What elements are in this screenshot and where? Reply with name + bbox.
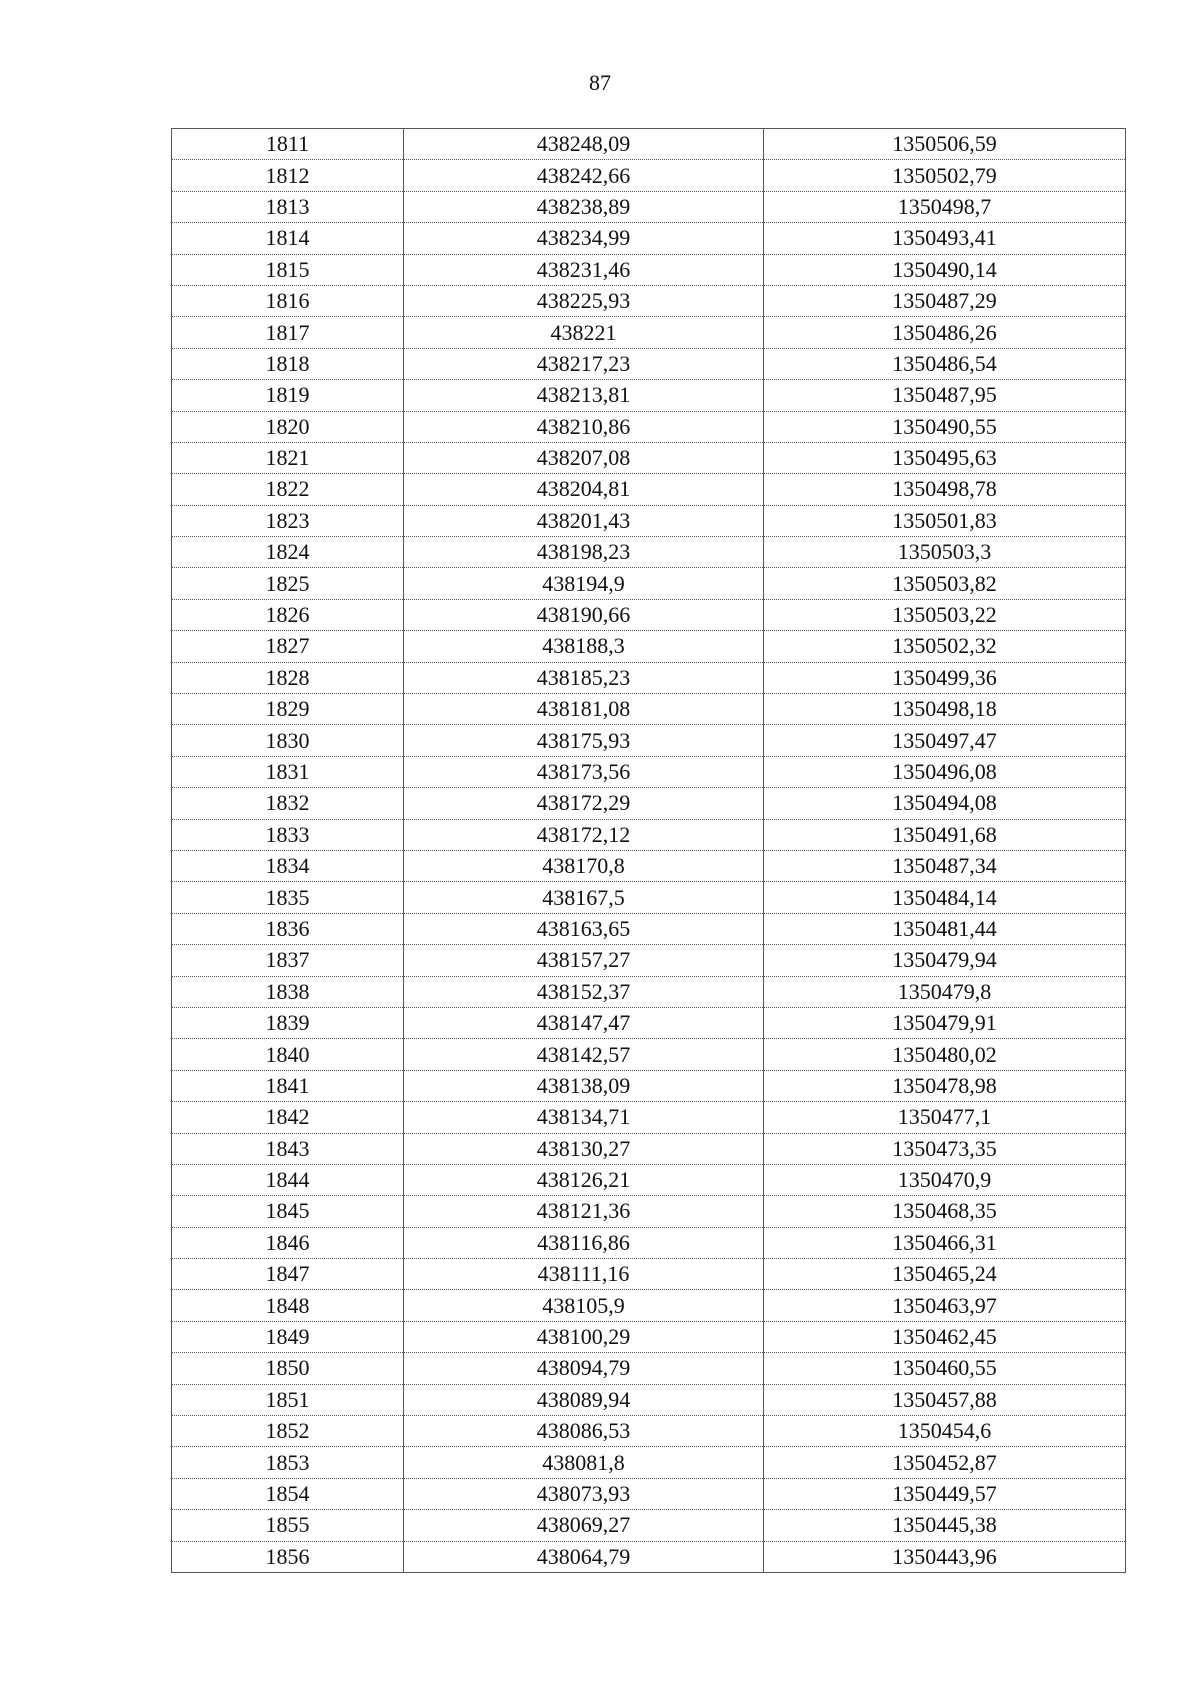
point-number-cell: 1846 xyxy=(172,1227,404,1258)
x-coordinate-cell: 438134,71 xyxy=(404,1102,764,1133)
y-coordinate-cell: 1350503,22 xyxy=(764,599,1126,630)
y-coordinate-cell: 1350487,29 xyxy=(764,285,1126,316)
point-number-cell: 1816 xyxy=(172,285,404,316)
point-number-cell: 1842 xyxy=(172,1102,404,1133)
x-coordinate-cell: 438064,79 xyxy=(404,1541,764,1572)
point-number-cell: 1839 xyxy=(172,1007,404,1038)
point-number-cell: 1835 xyxy=(172,882,404,913)
x-coordinate-cell: 438194,9 xyxy=(404,568,764,599)
y-coordinate-cell: 1350479,94 xyxy=(764,945,1126,976)
y-coordinate-cell: 1350443,96 xyxy=(764,1541,1126,1572)
table-row xyxy=(172,1478,1126,1509)
y-coordinate-cell: 1350468,35 xyxy=(764,1196,1126,1227)
table-row xyxy=(172,129,1126,160)
page-number: 87 xyxy=(589,70,611,95)
point-number-cell: 1845 xyxy=(172,1196,404,1227)
y-coordinate-cell: 1350496,08 xyxy=(764,756,1126,787)
point-number-cell: 1821 xyxy=(172,442,404,473)
x-coordinate-cell: 438121,36 xyxy=(404,1196,764,1227)
y-coordinate-cell: 1350486,26 xyxy=(764,317,1126,348)
table-row xyxy=(172,1196,1126,1227)
x-coordinate-cell: 438185,23 xyxy=(404,662,764,693)
x-coordinate-cell: 438217,23 xyxy=(404,348,764,379)
table-row xyxy=(172,348,1126,379)
point-number-cell: 1828 xyxy=(172,662,404,693)
point-number-cell: 1836 xyxy=(172,913,404,944)
y-coordinate-cell: 1350490,14 xyxy=(764,254,1126,285)
table-row xyxy=(172,1133,1126,1164)
x-coordinate-cell: 438094,79 xyxy=(404,1353,764,1384)
y-coordinate-cell: 1350473,35 xyxy=(764,1133,1126,1164)
x-coordinate-cell: 438248,09 xyxy=(404,129,764,160)
point-number-cell: 1856 xyxy=(172,1541,404,1572)
point-number-cell: 1849 xyxy=(172,1321,404,1352)
x-coordinate-cell: 438157,27 xyxy=(404,945,764,976)
point-number-cell: 1813 xyxy=(172,191,404,222)
x-coordinate-cell: 438172,29 xyxy=(404,788,764,819)
y-coordinate-cell: 1350493,41 xyxy=(764,223,1126,254)
x-coordinate-cell: 438234,99 xyxy=(404,223,764,254)
table-row xyxy=(172,1510,1126,1541)
x-coordinate-cell: 438231,46 xyxy=(404,254,764,285)
x-coordinate-cell: 438170,8 xyxy=(404,850,764,881)
point-number-cell: 1820 xyxy=(172,411,404,442)
table-row xyxy=(172,819,1126,850)
table-row xyxy=(172,1290,1126,1321)
table-row xyxy=(172,223,1126,254)
x-coordinate-cell: 438242,66 xyxy=(404,160,764,191)
point-number-cell: 1827 xyxy=(172,631,404,662)
table-row xyxy=(172,976,1126,1007)
x-coordinate-cell: 438126,21 xyxy=(404,1164,764,1195)
table-row xyxy=(172,725,1126,756)
point-number-cell: 1837 xyxy=(172,945,404,976)
table-row xyxy=(172,1039,1126,1070)
table-row xyxy=(172,474,1126,505)
table-row xyxy=(172,788,1126,819)
table-row xyxy=(172,568,1126,599)
y-coordinate-cell: 1350484,14 xyxy=(764,882,1126,913)
y-coordinate-cell: 1350490,55 xyxy=(764,411,1126,442)
x-coordinate-cell: 438175,93 xyxy=(404,725,764,756)
x-coordinate-cell: 438111,16 xyxy=(404,1259,764,1290)
y-coordinate-cell: 1350480,02 xyxy=(764,1039,1126,1070)
table-row xyxy=(172,285,1126,316)
point-number-cell: 1830 xyxy=(172,725,404,756)
table-row xyxy=(172,1447,1126,1478)
point-number-cell: 1817 xyxy=(172,317,404,348)
y-coordinate-cell: 1350501,83 xyxy=(764,505,1126,536)
table-row xyxy=(172,1007,1126,1038)
point-number-cell: 1824 xyxy=(172,537,404,568)
table-row xyxy=(172,1384,1126,1415)
table-row xyxy=(172,1102,1126,1133)
point-number-cell: 1850 xyxy=(172,1353,404,1384)
y-coordinate-cell: 1350503,82 xyxy=(764,568,1126,599)
table-row xyxy=(172,631,1126,662)
point-number-cell: 1840 xyxy=(172,1039,404,1070)
point-number-cell: 1833 xyxy=(172,819,404,850)
y-coordinate-cell: 1350502,79 xyxy=(764,160,1126,191)
table-row xyxy=(172,756,1126,787)
y-coordinate-cell: 1350479,91 xyxy=(764,1007,1126,1038)
y-coordinate-cell: 1350481,44 xyxy=(764,913,1126,944)
point-number-cell: 1814 xyxy=(172,223,404,254)
table-row xyxy=(172,882,1126,913)
coordinates-table-body xyxy=(172,129,1126,1573)
x-coordinate-cell: 438207,08 xyxy=(404,442,764,473)
point-number-cell: 1812 xyxy=(172,160,404,191)
x-coordinate-cell: 438210,86 xyxy=(404,411,764,442)
point-number-cell: 1852 xyxy=(172,1416,404,1447)
y-coordinate-cell: 1350502,32 xyxy=(764,631,1126,662)
point-number-cell: 1847 xyxy=(172,1259,404,1290)
table-row xyxy=(172,1227,1126,1258)
point-number-cell: 1818 xyxy=(172,348,404,379)
x-coordinate-cell: 438100,29 xyxy=(404,1321,764,1352)
point-number-cell: 1848 xyxy=(172,1290,404,1321)
x-coordinate-cell: 438073,93 xyxy=(404,1478,764,1509)
y-coordinate-cell: 1350465,24 xyxy=(764,1259,1126,1290)
table-row xyxy=(172,662,1126,693)
y-coordinate-cell: 1350499,36 xyxy=(764,662,1126,693)
y-coordinate-cell: 1350487,95 xyxy=(764,380,1126,411)
point-number-cell: 1819 xyxy=(172,380,404,411)
y-coordinate-cell: 1350503,3 xyxy=(764,537,1126,568)
y-coordinate-cell: 1350486,54 xyxy=(764,348,1126,379)
point-number-cell: 1815 xyxy=(172,254,404,285)
x-coordinate-cell: 438116,86 xyxy=(404,1227,764,1258)
table-row xyxy=(172,850,1126,881)
point-number-cell: 1843 xyxy=(172,1133,404,1164)
table-row xyxy=(172,411,1126,442)
table-row xyxy=(172,254,1126,285)
x-coordinate-cell: 438081,8 xyxy=(404,1447,764,1478)
point-number-cell: 1854 xyxy=(172,1478,404,1509)
y-coordinate-cell: 1350457,88 xyxy=(764,1384,1126,1415)
y-coordinate-cell: 1350449,57 xyxy=(764,1478,1126,1509)
table-row xyxy=(172,1321,1126,1352)
y-coordinate-cell: 1350497,47 xyxy=(764,725,1126,756)
y-coordinate-cell: 1350466,31 xyxy=(764,1227,1126,1258)
y-coordinate-cell: 1350491,68 xyxy=(764,819,1126,850)
y-coordinate-cell: 1350463,97 xyxy=(764,1290,1126,1321)
x-coordinate-cell: 438163,65 xyxy=(404,913,764,944)
x-coordinate-cell: 438152,37 xyxy=(404,976,764,1007)
point-number-cell: 1838 xyxy=(172,976,404,1007)
x-coordinate-cell: 438213,81 xyxy=(404,380,764,411)
point-number-cell: 1855 xyxy=(172,1510,404,1541)
point-number-cell: 1823 xyxy=(172,505,404,536)
table-row xyxy=(172,1259,1126,1290)
x-coordinate-cell: 438188,3 xyxy=(404,631,764,662)
y-coordinate-cell: 1350506,59 xyxy=(764,129,1126,160)
y-coordinate-cell: 1350479,8 xyxy=(764,976,1126,1007)
point-number-cell: 1811 xyxy=(172,129,404,160)
x-coordinate-cell: 438172,12 xyxy=(404,819,764,850)
x-coordinate-cell: 438173,56 xyxy=(404,756,764,787)
table-row xyxy=(172,442,1126,473)
x-coordinate-cell: 438167,5 xyxy=(404,882,764,913)
table-row xyxy=(172,1353,1126,1384)
x-coordinate-cell: 438130,27 xyxy=(404,1133,764,1164)
point-number-cell: 1841 xyxy=(172,1070,404,1101)
table-row xyxy=(172,160,1126,191)
y-coordinate-cell: 1350452,87 xyxy=(764,1447,1126,1478)
y-coordinate-cell: 1350460,55 xyxy=(764,1353,1126,1384)
point-number-cell: 1853 xyxy=(172,1447,404,1478)
table-row xyxy=(172,945,1126,976)
x-coordinate-cell: 438089,94 xyxy=(404,1384,764,1415)
y-coordinate-cell: 1350498,7 xyxy=(764,191,1126,222)
x-coordinate-cell: 438069,27 xyxy=(404,1510,764,1541)
y-coordinate-cell: 1350462,45 xyxy=(764,1321,1126,1352)
point-number-cell: 1832 xyxy=(172,788,404,819)
table-row xyxy=(172,505,1126,536)
point-number-cell: 1822 xyxy=(172,474,404,505)
y-coordinate-cell: 1350470,9 xyxy=(764,1164,1126,1195)
x-coordinate-cell: 438198,23 xyxy=(404,537,764,568)
y-coordinate-cell: 1350494,08 xyxy=(764,788,1126,819)
table-row xyxy=(172,1164,1126,1195)
point-number-cell: 1851 xyxy=(172,1384,404,1415)
y-coordinate-cell: 1350487,34 xyxy=(764,850,1126,881)
x-coordinate-cell: 438147,47 xyxy=(404,1007,764,1038)
coordinates-table xyxy=(171,128,1126,1573)
x-coordinate-cell: 438181,08 xyxy=(404,694,764,725)
x-coordinate-cell: 438105,9 xyxy=(404,1290,764,1321)
table-row xyxy=(172,913,1126,944)
point-number-cell: 1829 xyxy=(172,694,404,725)
y-coordinate-cell: 1350495,63 xyxy=(764,442,1126,473)
x-coordinate-cell: 438138,09 xyxy=(404,1070,764,1101)
x-coordinate-cell: 438225,93 xyxy=(404,285,764,316)
x-coordinate-cell: 438221 xyxy=(404,317,764,348)
table-row xyxy=(172,1070,1126,1101)
table-row xyxy=(172,537,1126,568)
point-number-cell: 1831 xyxy=(172,756,404,787)
y-coordinate-cell: 1350478,98 xyxy=(764,1070,1126,1101)
table-row xyxy=(172,1416,1126,1447)
point-number-cell: 1825 xyxy=(172,568,404,599)
point-number-cell: 1844 xyxy=(172,1164,404,1195)
x-coordinate-cell: 438201,43 xyxy=(404,505,764,536)
x-coordinate-cell: 438238,89 xyxy=(404,191,764,222)
table-row xyxy=(172,191,1126,222)
x-coordinate-cell: 438204,81 xyxy=(404,474,764,505)
table-row xyxy=(172,1541,1126,1572)
y-coordinate-cell: 1350498,78 xyxy=(764,474,1126,505)
table-row xyxy=(172,317,1126,348)
x-coordinate-cell: 438142,57 xyxy=(404,1039,764,1070)
table-row xyxy=(172,599,1126,630)
y-coordinate-cell: 1350498,18 xyxy=(764,694,1126,725)
point-number-cell: 1834 xyxy=(172,850,404,881)
point-number-cell: 1826 xyxy=(172,599,404,630)
x-coordinate-cell: 438190,66 xyxy=(404,599,764,630)
y-coordinate-cell: 1350445,38 xyxy=(764,1510,1126,1541)
x-coordinate-cell: 438086,53 xyxy=(404,1416,764,1447)
y-coordinate-cell: 1350477,1 xyxy=(764,1102,1126,1133)
table-row xyxy=(172,694,1126,725)
y-coordinate-cell: 1350454,6 xyxy=(764,1416,1126,1447)
table-row xyxy=(172,380,1126,411)
